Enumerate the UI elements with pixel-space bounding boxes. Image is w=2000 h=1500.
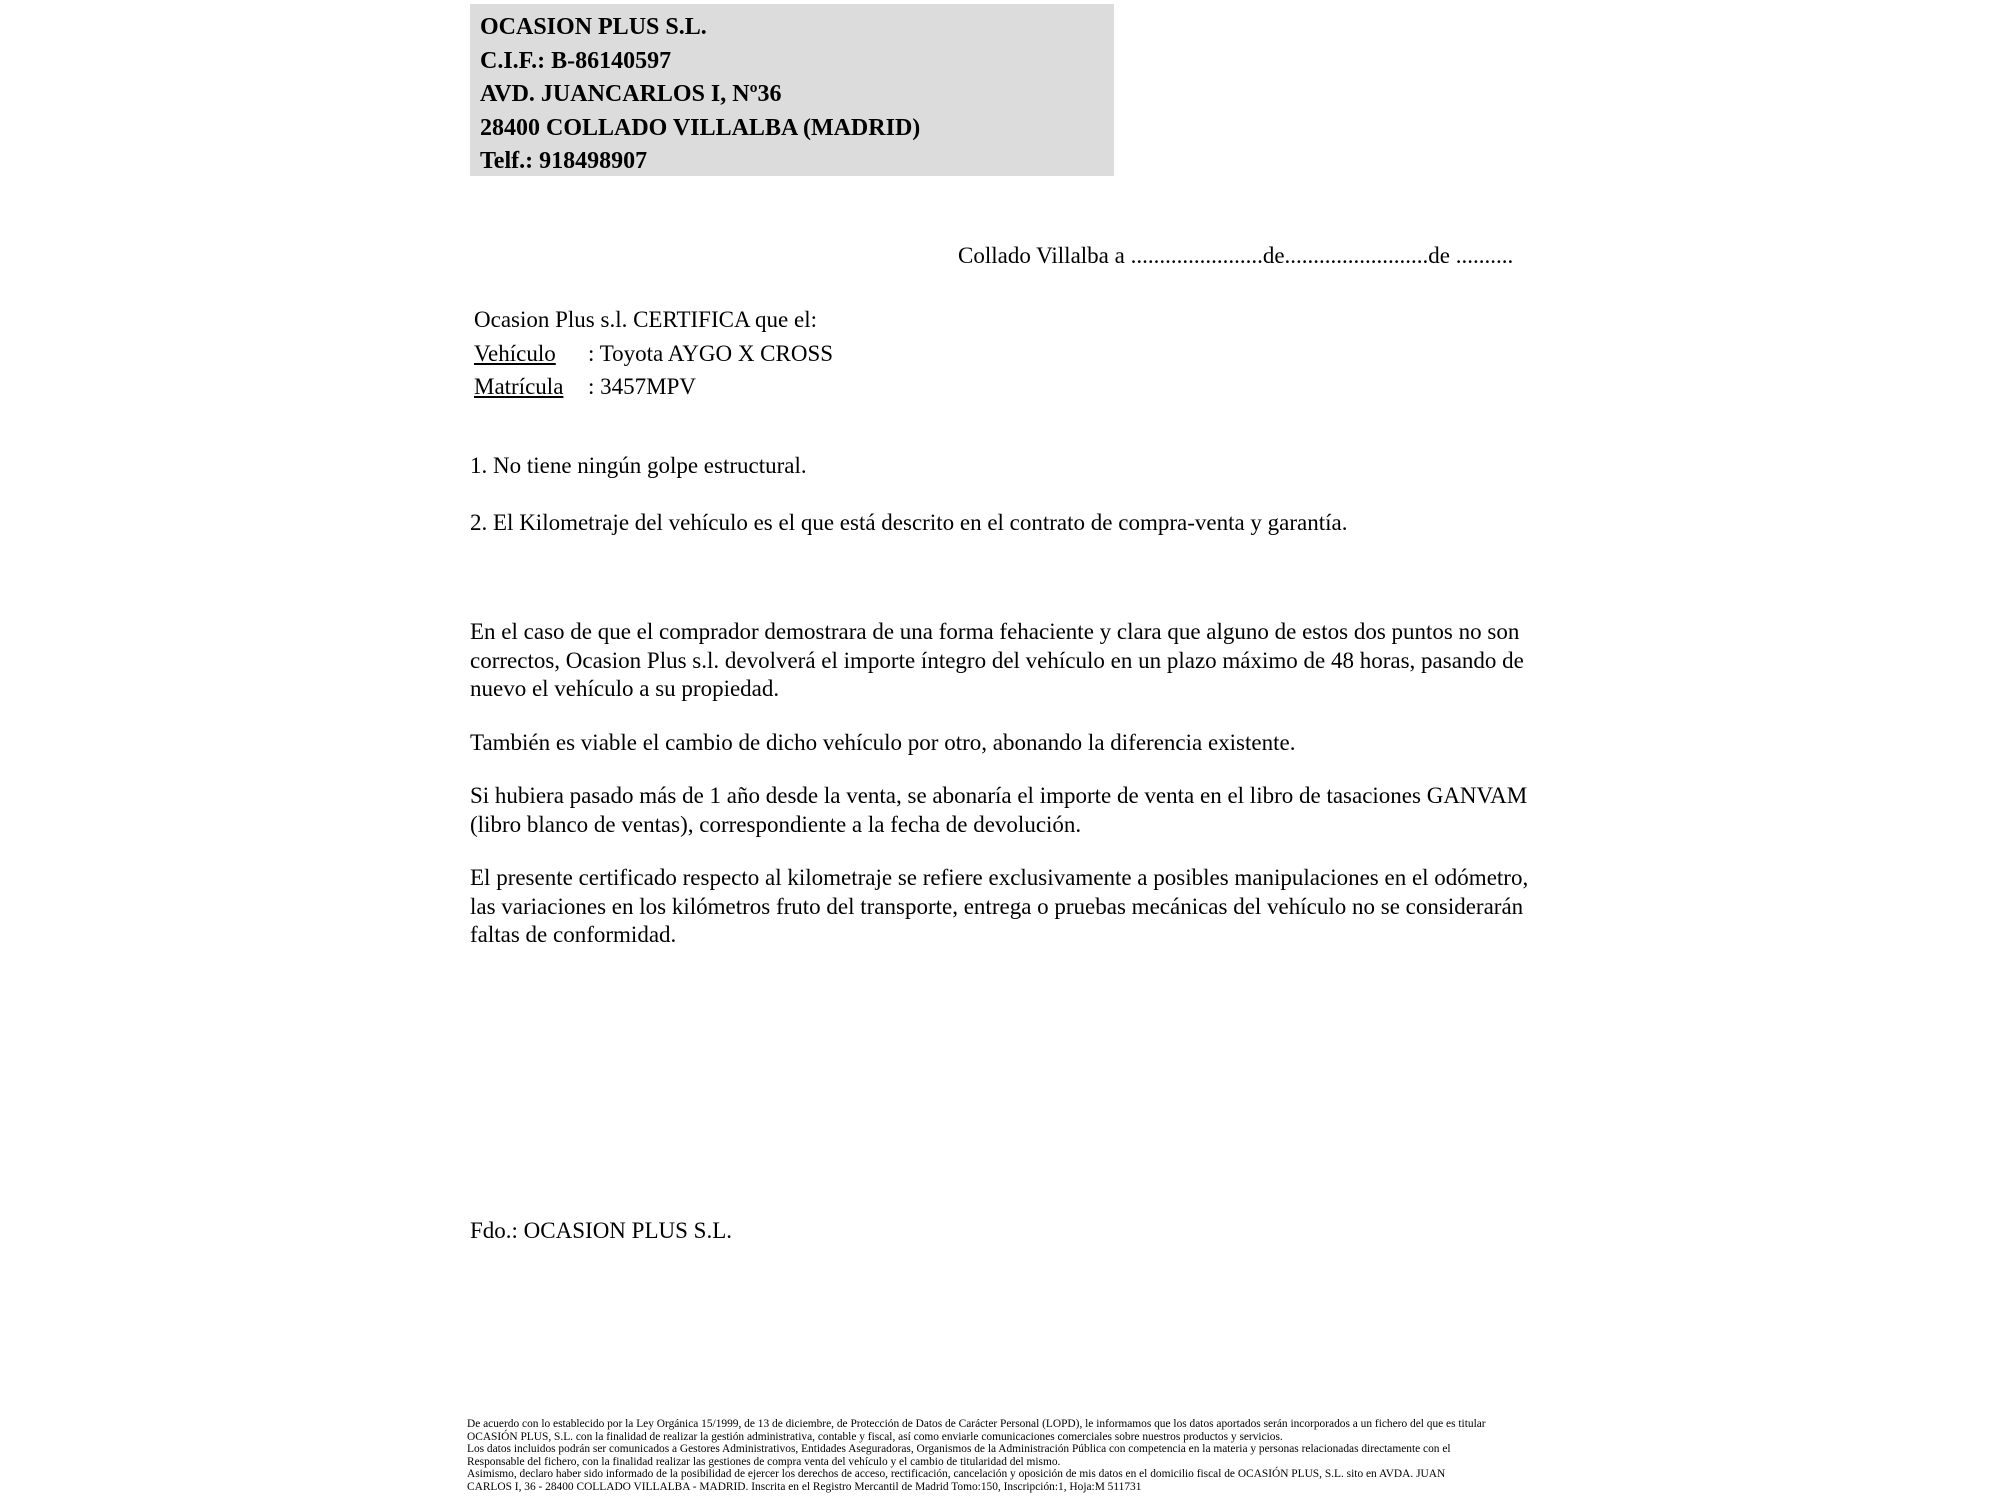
plate-label: Matrícula [474,374,564,399]
vehicle-row [474,337,833,371]
legal-line-1: De acuerdo con lo establecido por la Ley Orgánica 15/1999, de 13 de diciembre, de Protección de Datos de Carácter Personal (LOPD), le informamos que los datos aportados serán incorporados a un fichero del que es titular [467,1418,1486,1430]
legal-line-4: Responsable del fichero, con la finalidad realizar las gestiones de compra venta del vehículo y el cambio de titularidad del mismo. [467,1455,1061,1468]
legal-line-6: CARLOS I, 36 - 28400 COLLADO VILLALBA - MADRID. Inscrita en el Registro Mercantil de Madrid Tomo:150, Inscripción:1, Hoja:M 511731 [467,1480,1142,1493]
paragraph-exchange: También es viable el cambio de dicho vehículo por otro, abonando la diferencia existente. [470,729,1296,755]
company-city: 28400 COLLADO VILLALBA (MADRID) [480,114,921,141]
plate-row [474,370,833,404]
date-place-line: Collado Villalba a .......................de.........................de .......... [958,243,1514,268]
company-header-box [470,4,1114,176]
legal-footer [467,1418,1486,1494]
legal-line-3: Los datos incluidos podrán ser comunicados a Gestores Administrativos, Entidades Aseguradoras, Organismos de la Administración Pública con competencia en la materia y personas relacionadas directamente con el [467,1443,1451,1456]
body-paragraphs [470,618,1552,975]
company-cif: C.I.F.: B-86140597 [480,47,672,74]
paragraph-refund: En el caso de que el comprador demostrara de una forma fehaciente y clara que alguno de estos dos puntos no son correctos, Ocasion Plus s.l. devolverá el importe íntegro del vehículo en un plazo máximo de 48 horas, pasando de nuevo el vehículo a su propiedad. [470,619,1524,701]
legal-line-5: Asimismo, declaro haber sido informado de la posibilidad de ejercer los derechos de acceso, rectificación, cancelación y oposición de mis datos en el domicilio fiscal de OCASIÓN PLUS, S.L. sito en AVDA. JUAN [467,1468,1446,1481]
plate-value: : 3457MPV [588,374,696,399]
paragraph-ganvam: Si hubiera pasado más de 1 año desde la venta, se abonaría el importe de venta en el libro de tasaciones GANVAM (libro blanco de ventas), correspondiente a la fecha de devolución. [470,783,1528,837]
company-name: OCASION PLUS S.L. [480,14,707,40]
signature-line: Fdo.: OCASION PLUS S.L. [470,1218,732,1243]
vehicle-value: : Toyota AYGO X CROSS [588,340,834,366]
paragraph-odometer: El presente certificado respecto al kilometraje se refiere exclusivamente a posibles manipulaciones en el odómetro, las variaciones en los kilómetros fruto del transporte, entrega o pruebas mecánicas del vehículo no se considerarán faltas de conformidad. [470,865,1529,947]
vehicle-label: Vehículo [474,340,556,366]
legal-line-2: OCASIÓN PLUS, S.L. con la finalidad de realizar la gestión administrativa, contable y fiscal, así como enviarle comunicaciones comerciales sobre nuestros productos y servicios. [467,1430,1283,1443]
company-phone: Telf.: 918498907 [480,148,648,174]
point-1: 1. No tiene ningún golpe estructural. [470,453,807,478]
certification-block [474,303,833,404]
company-address: AVD. JUANCARLOS I, Nº36 [480,81,782,107]
certified-points [470,452,1347,566]
certify-intro: Ocasion Plus s.l. CERTIFICA que el: [474,307,817,332]
point-2: 2. El Kilometraje del vehículo es el que está descrito en el contrato de compra-venta y garantía. [470,510,1348,535]
